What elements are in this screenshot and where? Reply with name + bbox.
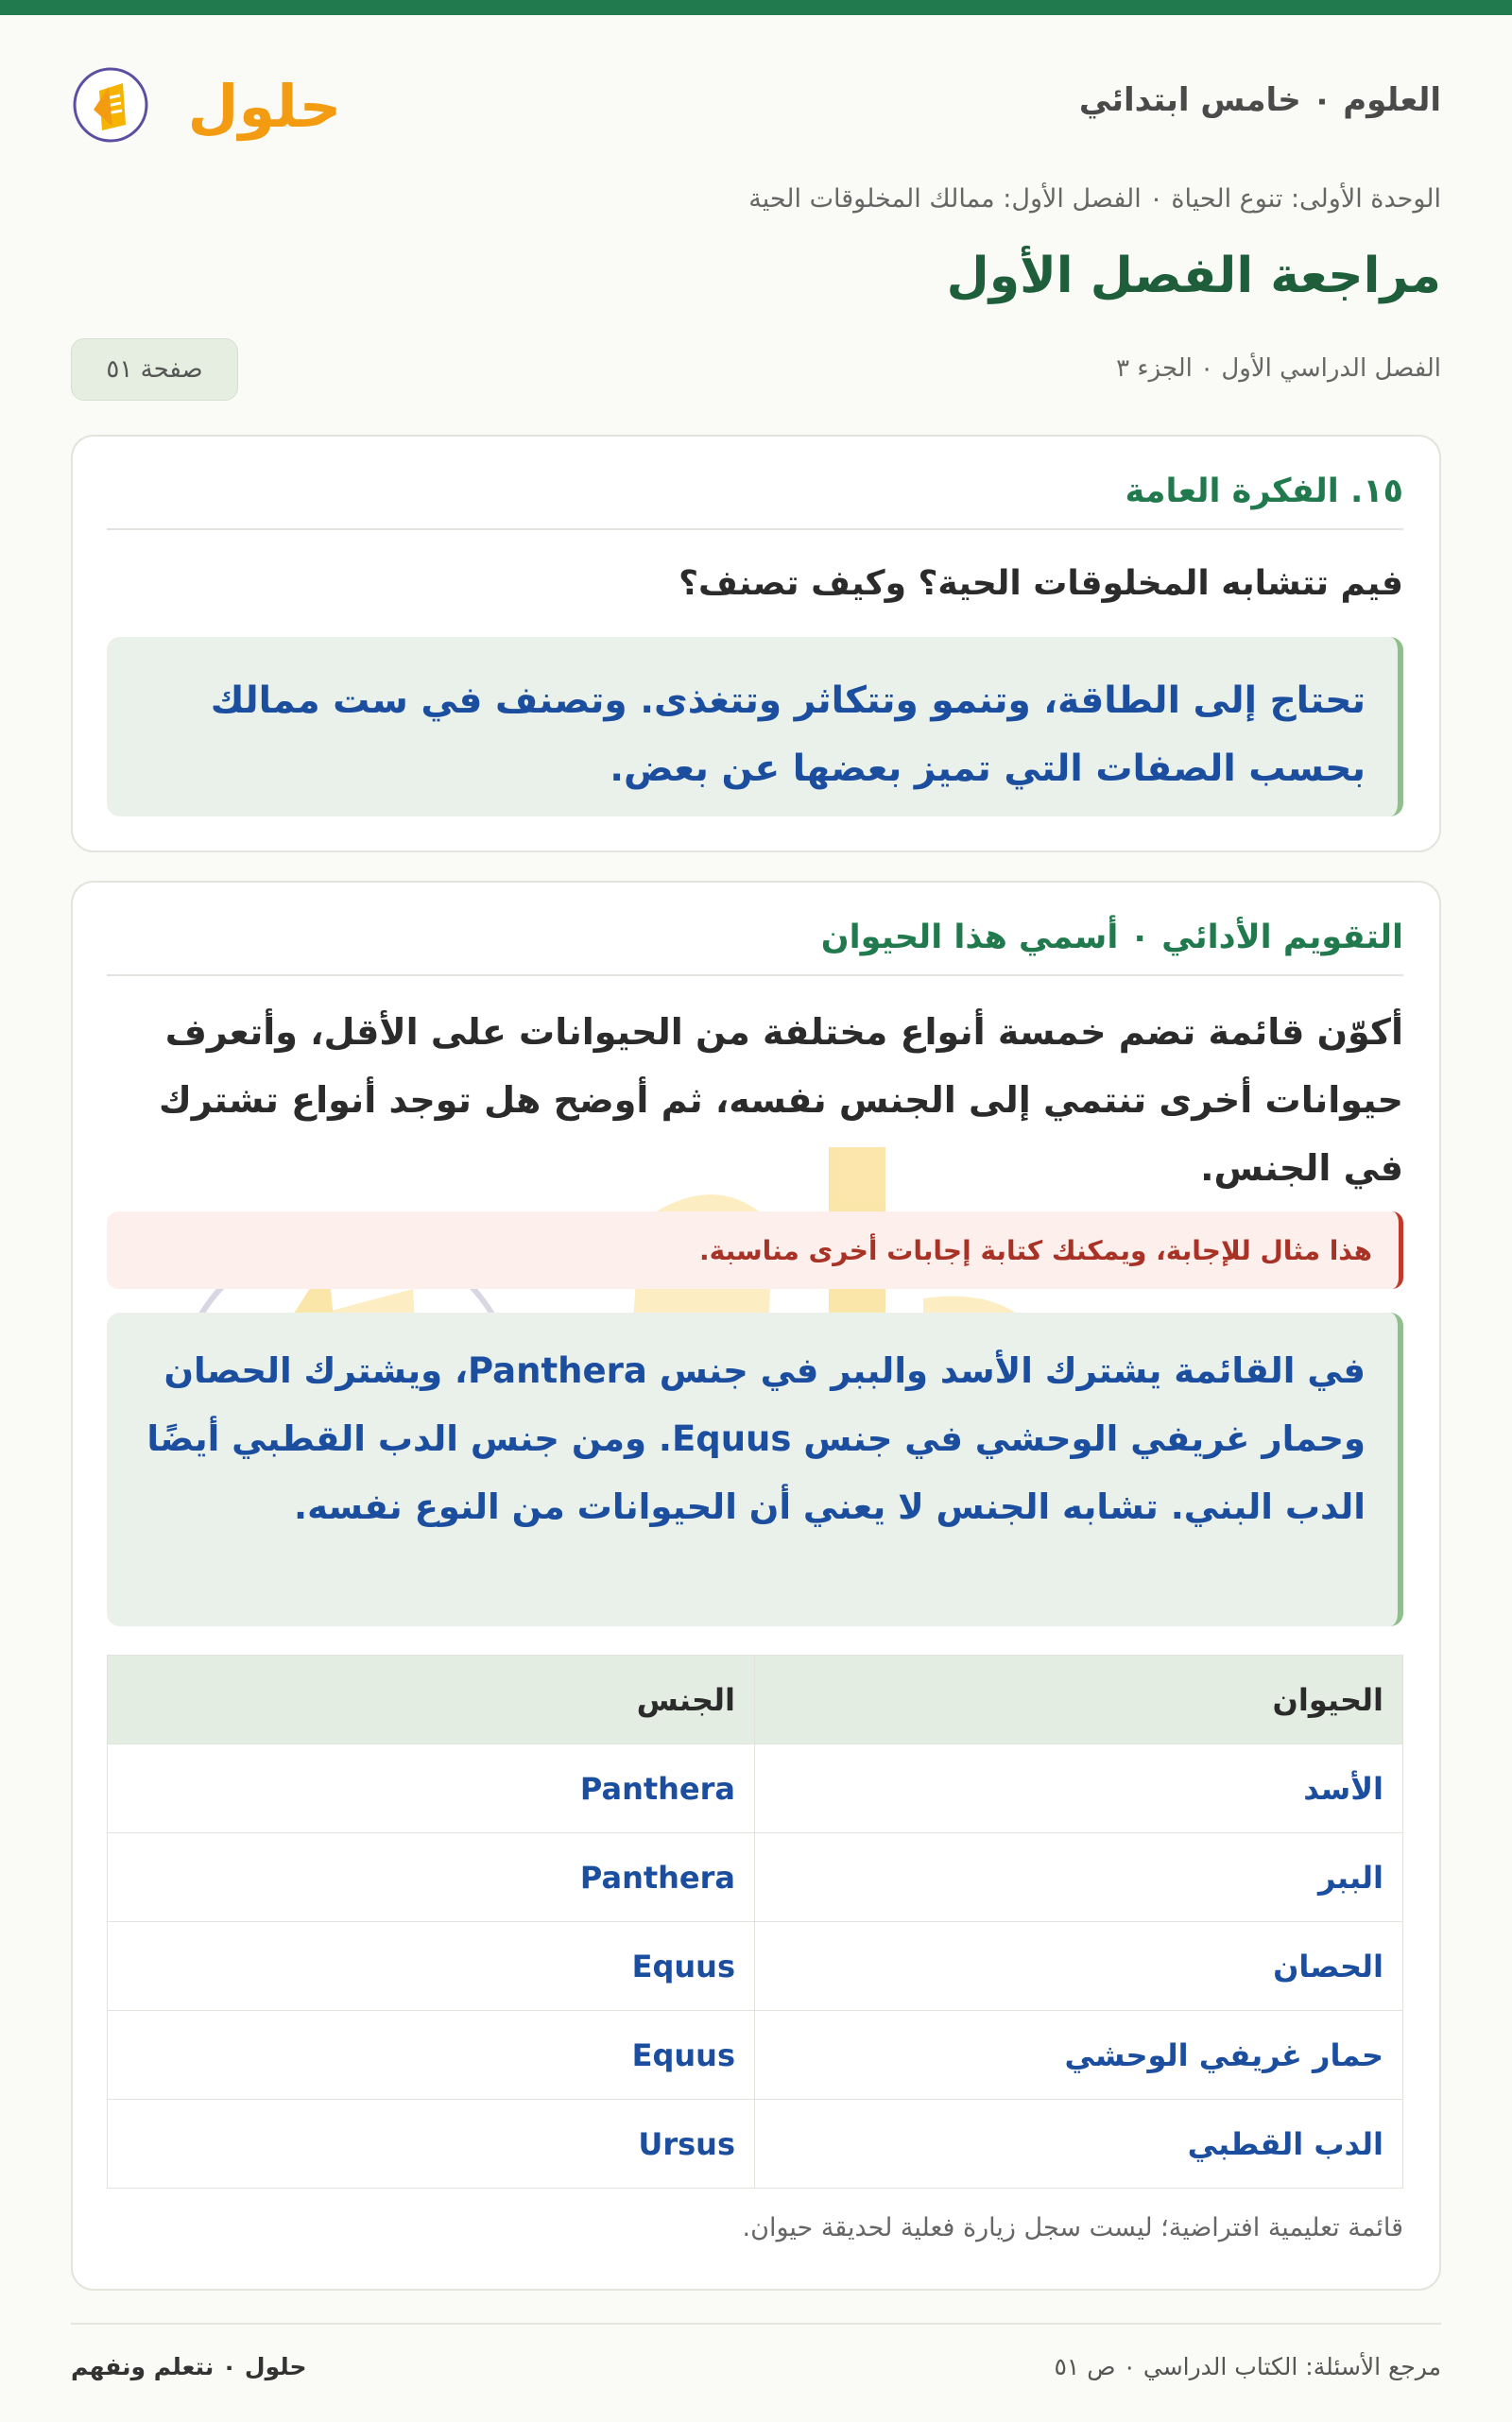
table-caption: قائمة تعليمية افتراضية؛ ليست سجل زيارة فعلية لحديقة حيوان. — [742, 2213, 1403, 2242]
animal-cell: الحصان — [755, 1922, 1403, 2011]
section-title: ١٥. الفكرة العامة — [1125, 472, 1403, 510]
table-row — [108, 2011, 1403, 2100]
genus-table — [107, 1655, 1403, 2189]
page-header — [71, 53, 1441, 157]
section-divider — [107, 974, 1403, 976]
top-accent-bar — [0, 0, 1512, 15]
column-header-genus: الجنس — [108, 1656, 755, 1744]
answer-box: في القائمة يشترك الأسد والببر في جنس Panthera، ويشترك الحصان وحمار غريفي الوحشي في جنس Equus. ومن جنس الدب القطبي أيضًا الدب البني. تشابه الجنس لا يعني أن الحيوانات من النوع نفسه. — [107, 1313, 1403, 1626]
table-row — [108, 1744, 1403, 1833]
question-text: أكوّن قائمة تضم خمسة أنواع مختلفة من الحيوانات على الأقل، وأتعرف حيوانات أخرى تنتمي إلى الجنس نفسه، ثم أوضح هل توجد أنواع تشترك في الجنس. — [158, 1011, 1403, 1189]
column-header-animal: الحيوان — [755, 1656, 1403, 1744]
animal-cell: حمار غريفي الوحشي — [755, 2011, 1403, 2100]
genus-cell: Panthera — [108, 1833, 755, 1922]
answer-box: تحتاج إلى الطاقة، وتنمو وتتكاثر وتتغذى. وتصنف في ست ممالك بحسب الصفات التي تميز بعضها عن بعض. — [107, 637, 1403, 816]
sample-answer-note: هذا مثال للإجابة، ويمكنك كتابة إجابات أخرى مناسبة. — [107, 1211, 1403, 1289]
logo-text: حلول — [187, 72, 342, 141]
table-row — [108, 1922, 1403, 2011]
page-title: مراجعة الفصل الأول — [946, 248, 1441, 304]
section-divider — [107, 528, 1403, 530]
animal-cell: الببر — [755, 1833, 1403, 1922]
performance-assessment-card — [71, 881, 1441, 2291]
table-row — [108, 2100, 1403, 2189]
table-header-row — [108, 1656, 1403, 1744]
breadcrumb: الوحدة الأولى: تنوع الحياة ٠ الفصل الأول: ممالك المخلوقات الحية — [748, 184, 1441, 214]
genus-cell: Equus — [108, 2011, 755, 2100]
table-row — [108, 1833, 1403, 1922]
question-text: فيم تتشابه المخلوقات الحية؟ وكيف تصنف؟ — [679, 564, 1403, 603]
semester-label: الفصل الدراسي الأول ٠ الجزء ٣ — [1116, 354, 1441, 383]
page-number-badge: صفحة ٥١ — [71, 338, 238, 401]
animal-cell: الأسد — [755, 1744, 1403, 1833]
footer-divider — [71, 2323, 1441, 2325]
section-title: التقويم الأدائي ٠ أسمي هذا الحيوان — [820, 919, 1403, 956]
animal-cell: الدب القطبي — [755, 2100, 1403, 2189]
big-idea-card — [71, 435, 1441, 852]
genus-cell: Equus — [108, 1922, 755, 2011]
footer-brand[interactable]: حلول ٠ نتعلم ونفهم — [71, 2353, 307, 2380]
footer-reference: مرجع الأسئلة: الكتاب الدراسي ٠ ص ٥١ — [1054, 2353, 1441, 2380]
genus-cell: Panthera — [108, 1744, 755, 1833]
genus-cell: Ursus — [108, 2100, 755, 2189]
subject-label: العلوم ٠ خامس ابتدائي — [1078, 81, 1441, 119]
hulul-logo[interactable] — [71, 53, 342, 157]
